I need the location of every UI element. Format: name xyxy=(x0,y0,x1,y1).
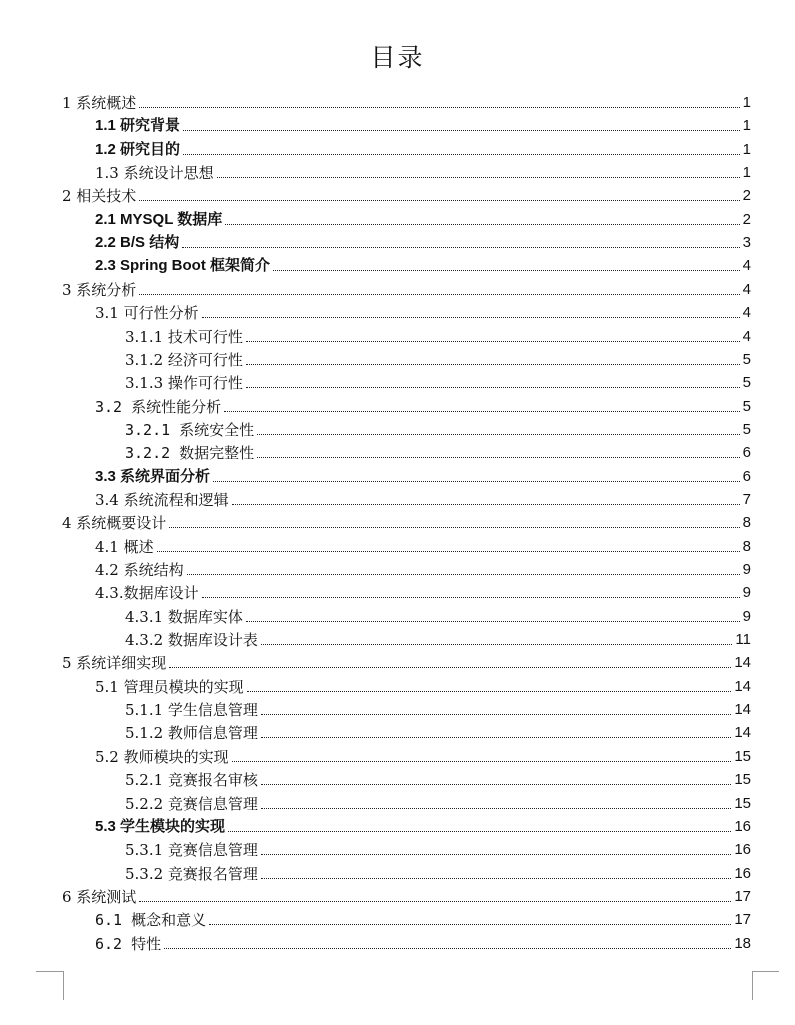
toc-entry[interactable] xyxy=(62,182,751,205)
toc-entry-label: 5.2 教师模块的实现 xyxy=(95,747,229,766)
toc-entry-label: 4.3.数据库设计 xyxy=(95,584,199,603)
toc-entry[interactable] xyxy=(125,346,751,369)
toc-entry[interactable] xyxy=(95,159,751,182)
toc-entry[interactable] xyxy=(95,229,751,252)
toc-entry[interactable] xyxy=(125,416,751,439)
toc-entry-label: 1.3 系统设计思想 xyxy=(95,164,214,183)
toc-entry-page-number: 15 xyxy=(734,771,751,789)
toc-entry-label: 3.2.2 数据完整性 xyxy=(125,444,255,463)
toc-dot-leader xyxy=(224,411,740,412)
toc-dot-leader xyxy=(183,154,740,155)
toc-dot-leader xyxy=(183,130,740,131)
toc-entry[interactable] xyxy=(62,883,751,906)
toc-entry-page-number: 1 xyxy=(742,117,751,135)
toc-dot-leader xyxy=(261,878,731,879)
toc-entry-page-number: 1 xyxy=(742,94,751,111)
toc-entry-label: 3 系统分析 xyxy=(62,280,137,299)
toc-dot-leader xyxy=(261,714,731,715)
toc-entry-label: 5.3.1 竞赛信息管理 xyxy=(125,841,258,860)
toc-entry-page-number: 9 xyxy=(742,607,751,625)
toc-entry-label: 2.3 Spring Boot 框架简介 xyxy=(95,257,271,275)
toc-entry[interactable] xyxy=(95,906,751,929)
toc-dot-leader xyxy=(169,527,739,528)
page-corner-mark-left xyxy=(36,971,64,1000)
toc-entry[interactable] xyxy=(95,206,751,229)
toc-entry-label: 5.2.2 竞赛信息管理 xyxy=(125,794,258,813)
toc-entry[interactable] xyxy=(62,276,751,299)
toc-entry-page-number: 5 xyxy=(742,420,751,438)
toc-dot-leader xyxy=(139,107,739,108)
toc-entry-label: 3.1 可行性分析 xyxy=(95,304,199,323)
toc-entry[interactable] xyxy=(95,556,751,579)
toc-entry-label: 5.3.2 竞赛报名管理 xyxy=(125,864,258,883)
toc-entry-label: 5.3 学生模块的实现 xyxy=(95,817,226,835)
toc-entry-page-number: 8 xyxy=(742,514,751,532)
toc-entry-page-number: 14 xyxy=(734,701,751,719)
toc-entry[interactable] xyxy=(125,439,751,462)
toc-entry[interactable] xyxy=(95,486,751,509)
toc-dot-leader xyxy=(261,644,732,645)
page-title: 目录 xyxy=(370,43,425,72)
toc-dot-leader xyxy=(232,504,740,505)
toc-entry[interactable] xyxy=(95,463,751,486)
toc-dot-leader xyxy=(232,761,732,762)
toc-dot-leader xyxy=(261,784,731,785)
toc-entry-label: 3.4 系统流程和逻辑 xyxy=(95,490,229,509)
toc-dot-leader xyxy=(213,481,740,482)
toc-entry[interactable] xyxy=(125,369,751,392)
toc-entry-page-number: 9 xyxy=(742,584,751,602)
toc-entry-label: 2.2 B/S 结构 xyxy=(95,234,180,252)
toc-entry-page-number: 7 xyxy=(742,490,751,508)
toc-dot-leader xyxy=(169,667,731,668)
toc-entry-page-number: 14 xyxy=(734,724,751,742)
toc-entry[interactable] xyxy=(95,673,751,696)
toc-dot-leader xyxy=(202,317,740,318)
toc-entry[interactable] xyxy=(125,719,751,742)
toc-entry-page-number: 5 xyxy=(742,350,751,368)
toc-entry-page-number: 6 xyxy=(742,467,751,485)
toc-entry[interactable] xyxy=(62,649,751,672)
toc-entry[interactable] xyxy=(95,299,751,322)
toc-entry[interactable] xyxy=(125,626,751,649)
toc-entry-label: 4 系统概要设计 xyxy=(62,514,167,533)
toc-entry-label: 3.2.1 系统安全性 xyxy=(125,420,255,439)
toc-entry[interactable] xyxy=(125,696,751,719)
toc-entry[interactable] xyxy=(95,533,751,556)
toc-entry[interactable] xyxy=(125,836,751,859)
toc-entry-page-number: 16 xyxy=(734,841,751,859)
toc-entry-label: 5.1.1 学生信息管理 xyxy=(125,701,258,720)
toc-dot-leader xyxy=(273,270,740,271)
toc-dot-leader xyxy=(247,691,732,692)
toc-entry-label: 5.2.1 竞赛报名审核 xyxy=(125,771,258,790)
toc-dot-leader xyxy=(257,434,739,435)
toc-entry-page-number: 2 xyxy=(742,187,751,205)
toc-dot-leader xyxy=(209,924,731,925)
toc-entry-page-number: 3 xyxy=(742,234,751,252)
toc-entry-label: 3.1.1 技术可行性 xyxy=(125,327,243,346)
toc-entry[interactable] xyxy=(95,393,751,416)
toc-entry-label: 5.1.2 教师信息管理 xyxy=(125,724,258,743)
toc-entry-page-number: 16 xyxy=(734,817,751,835)
toc-entry-page-number: 11 xyxy=(735,631,751,649)
toc-entry-label: 6.2 特性 xyxy=(95,934,162,953)
toc-dot-leader xyxy=(261,737,731,738)
toc-entry-page-number: 17 xyxy=(734,911,751,929)
toc-entry-label: 4.3.2 数据库设计表 xyxy=(125,631,258,650)
toc-dot-leader xyxy=(246,341,740,342)
toc-dot-leader xyxy=(246,387,740,388)
toc-entry-page-number: 2 xyxy=(742,210,751,228)
toc-dot-leader xyxy=(139,200,739,201)
toc-entry-page-number: 14 xyxy=(734,654,751,672)
toc-entry[interactable] xyxy=(95,579,751,602)
toc-entry-label: 1.2 研究目的 xyxy=(95,140,181,158)
toc-entry-page-number: 8 xyxy=(742,537,751,555)
toc-entry-label: 4.3.1 数据库实体 xyxy=(125,607,243,626)
toc-entry[interactable] xyxy=(95,930,751,953)
toc-entry-page-number: 9 xyxy=(742,561,751,578)
toc-entry-page-number: 4 xyxy=(742,304,751,322)
toc-entry-page-number: 17 xyxy=(734,887,751,905)
toc-entry-page-number: 5 xyxy=(742,397,751,415)
toc-dot-leader xyxy=(139,901,731,902)
toc-entry-label: 2.1 MYSQL 数据库 xyxy=(95,210,223,228)
toc-dot-leader xyxy=(157,551,740,552)
toc-entry[interactable] xyxy=(95,136,751,159)
toc-entry[interactable] xyxy=(125,323,751,346)
toc-entry-label: 3.3 系统界面分析 xyxy=(95,467,211,485)
toc-entry-page-number: 4 xyxy=(742,280,751,298)
toc-entry[interactable] xyxy=(62,89,751,112)
toc-entry-label: 4.2 系统结构 xyxy=(95,561,184,579)
toc-entry[interactable] xyxy=(125,790,751,813)
toc-entry[interactable] xyxy=(95,252,751,275)
toc-entry-page-number: 18 xyxy=(734,934,751,952)
toc-dot-leader xyxy=(261,854,731,855)
toc-entry-label: 6 系统测试 xyxy=(62,887,137,906)
toc-entry-page-number: 16 xyxy=(734,864,751,882)
toc-entry-label: 2 相关技术 xyxy=(62,187,137,206)
toc-entry-page-number: 15 xyxy=(734,747,751,765)
toc-entry-label: 3.1.3 操作可行性 xyxy=(125,374,243,393)
toc-dot-leader xyxy=(228,831,731,832)
toc-entry[interactable] xyxy=(95,112,751,135)
toc-dot-leader xyxy=(257,457,739,458)
toc-dot-leader xyxy=(217,177,740,178)
toc-dot-leader xyxy=(261,808,731,809)
toc-dot-leader xyxy=(139,294,739,295)
toc-entry-page-number: 4 xyxy=(742,257,751,275)
toc-dot-leader xyxy=(187,574,740,575)
toc-entry-label: 5.1 管理员模块的实现 xyxy=(95,677,244,696)
toc-entry[interactable] xyxy=(125,860,751,883)
toc-entry-label: 1 系统概述 xyxy=(62,94,137,112)
toc-dot-leader xyxy=(225,224,739,225)
toc-entry-label: 6.1 概念和意义 xyxy=(95,911,207,930)
toc-entry-page-number: 5 xyxy=(742,374,751,392)
toc-entry-page-number: 4 xyxy=(742,327,751,345)
toc-entry-label: 4.1 概述 xyxy=(95,537,154,556)
toc-entry-label: 5 系统详细实现 xyxy=(62,654,167,673)
toc-entry[interactable] xyxy=(95,743,751,766)
toc-entry[interactable] xyxy=(62,509,751,532)
toc-entry-label: 1.1 研究背景 xyxy=(95,117,181,135)
toc-entry-page-number: 1 xyxy=(742,140,751,158)
toc-entry[interactable] xyxy=(95,813,751,836)
toc-dot-leader xyxy=(246,364,740,365)
toc-dot-leader xyxy=(202,597,740,598)
toc-entry-page-number: 1 xyxy=(742,164,751,182)
toc-entry[interactable] xyxy=(125,766,751,789)
toc-entry[interactable] xyxy=(125,603,751,626)
toc-entry-page-number: 14 xyxy=(734,677,751,695)
toc-entry-page-number: 6 xyxy=(742,444,751,462)
toc-entry-label: 3.1.2 经济可行性 xyxy=(125,350,243,369)
toc-dot-leader xyxy=(182,247,739,248)
toc-dot-leader xyxy=(164,948,731,949)
toc-entry-page-number: 15 xyxy=(734,794,751,812)
page-corner-mark-right xyxy=(752,971,779,1000)
toc-dot-leader xyxy=(246,621,740,622)
toc-entry-label: 3.2 系统性能分析 xyxy=(95,397,222,416)
